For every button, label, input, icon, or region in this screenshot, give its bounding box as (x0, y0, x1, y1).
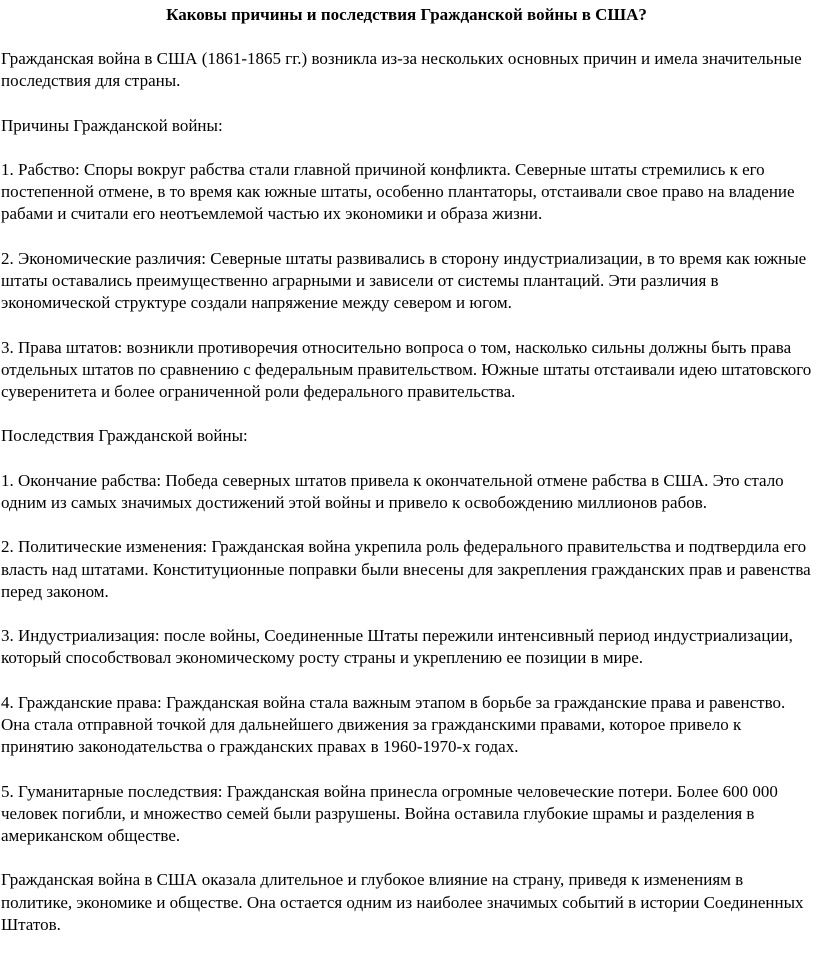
consequence-item-industrialization: 3. Индустриализация: после войны, Соединенные Штаты пережили интенсивный период индустриализации, который способствовал экономическому росту страны и укреплению ее позиции в мире. (1, 626, 793, 668)
consequence-item-humanitarian: 5. Гуманитарные последствия: Гражданская война принесла огромные человеческие потери. Более 600 000 человек погибли, и множество семей были разрушены. Война оставила глубокие шрамы и разделения в американском обществе. (1, 781, 778, 845)
document-title: Каковы причины и последствия Гражданской войны в США? (166, 5, 647, 24)
consequences-heading: Последствия Гражданской войны: (1, 426, 248, 446)
consequence-item-end-of-slavery: 1. Окончание рабства: Победа северных штатов привела к окончательной отмене рабства в США. Это стало одним из самых значимых достижений этой войны и привело к освобождению миллионов рабов. (1, 470, 784, 512)
cause-item-states-rights: 3. Права штатов: возникли противоречия относительно вопроса о том, насколько сильны должны быть права отдельных штатов по сравнению с федеральным правительством. Южные штаты отстаивали идею штатовского суверенитета и более ограниченной роли федерального правительства. (1, 337, 812, 401)
conclusion-paragraph: Гражданская война в США оказала длительное и глубокое влияние на страну, приведя к изменениям в политике, экономике и обществе. Она остается одним из наиболее значимых событий в истории Соединенных Штатов. (1, 870, 804, 934)
consequence-item-civil-rights: 4. Гражданские права: Гражданская война стала важным этапом в борьбе за гражданские права и равенство. Она стала отправной точкой для дальнейшего движения за гражданскими правами, которое привело к принятию законодательства о гражданских правах в 1960-1970-х годах. (1, 692, 786, 757)
causes-heading: Причины Гражданской войны: (1, 115, 223, 135)
cause-item-economic: 2. Экономические различия: Северные штаты развивались в сторону индустриализации, в то время как южные штаты оставались преимущественно аграрными и зависели от системы плантаций. Эти различия в экономической структуре создали напряжение между севером и югом. (1, 248, 807, 313)
cause-item-slavery: 1. Рабство: Споры вокруг рабства стали главной причиной конфликта. Северные штаты стремились к его постепенной отмене, в то время как южные штаты, особенно плантаторы, отстаивали свое право на владение рабами и считали его неотъемлемой частью их экономики и образа жизни. (1, 159, 795, 224)
consequence-item-political: 2. Политические изменения: Гражданская война укрепила роль федерального правительства и подтвердила его власть над штатами. Конституционные поправки были внесены для закрепления гражданских прав и равенства перед законом. (1, 537, 811, 601)
intro-paragraph: Гражданская война в США (1861-1865 гг.) возникла из-за нескольких основных причин и имела значительные последствия для страны. (1, 49, 802, 91)
